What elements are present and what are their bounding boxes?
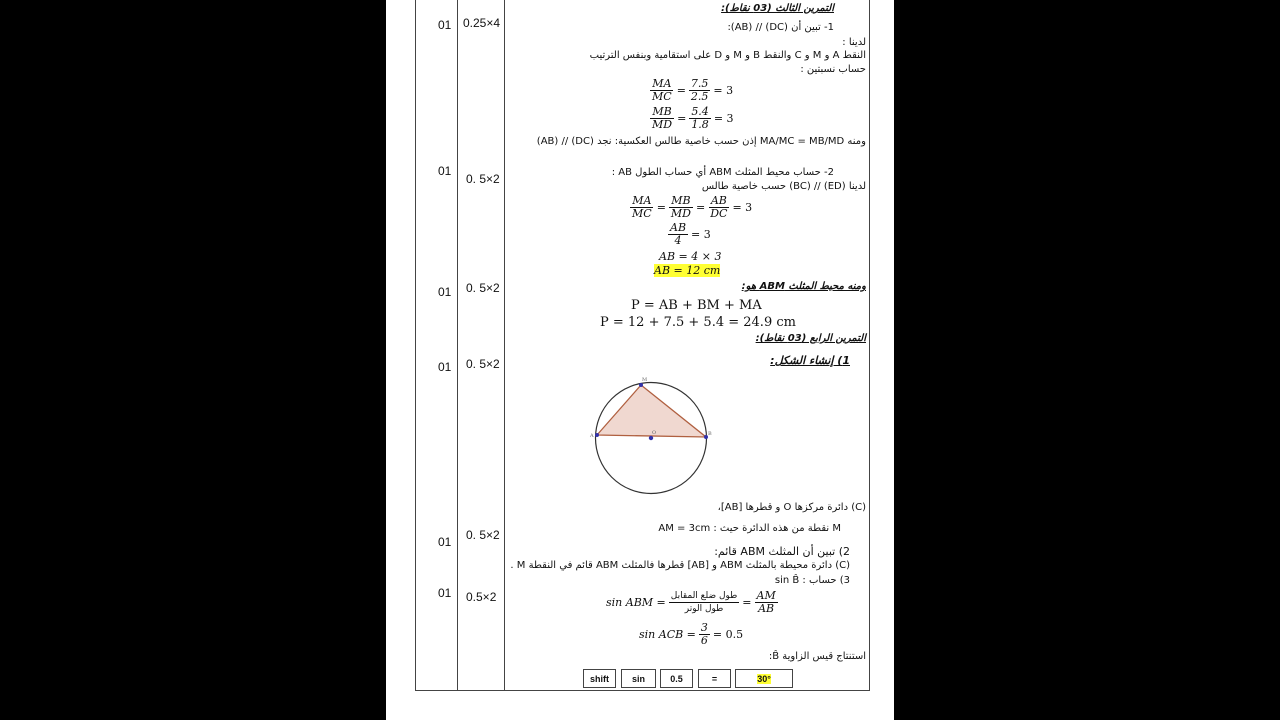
mark-points: 01	[438, 360, 452, 374]
mark-detail: 0.25×4	[463, 16, 501, 30]
column-divider	[504, 0, 505, 691]
ex4-step-2: 2) تبين أن المثلث ABM قائم:	[714, 545, 850, 558]
label-o: O	[652, 430, 657, 436]
ex3-conclusion: ومنه MA/MC = MB/MD إذن حسب خاصية طالس العكسية: نجد (DC) // (AB)	[536, 136, 866, 147]
sine-value: sin ACB = $\frac{3}{6}$ = 0.5	[639, 621, 744, 647]
ex3-line: حساب نسبتين :	[800, 64, 866, 75]
ex3-given: لدينا :	[842, 37, 866, 48]
ab-result: AB = 12 cm	[654, 264, 721, 277]
circle-triangle-figure	[585, 375, 720, 500]
perimeter-formula: P = AB + BM + MA	[631, 298, 762, 313]
answer-table	[415, 0, 870, 691]
ex4-step-3: 3) حساب : sin B̂	[774, 575, 850, 586]
ex4-deduce: استنتاج قيس الزاوية B̂:	[768, 651, 866, 662]
ab-product: AB = 4 × 3	[659, 250, 722, 263]
calc-key-value: 0.5	[660, 669, 693, 688]
mark-detail: 0. 5×2	[466, 528, 500, 542]
thales-ratios: $\frac{MA}{MC}$ = $\frac{MB}{MD}$ = $\frac{AB}{DC}$ = 3	[632, 194, 753, 220]
ab-over-4: $\frac{AB}{4}$ = 3	[670, 221, 711, 247]
mark-points: 01	[438, 18, 452, 32]
calc-result: 30°	[735, 669, 793, 688]
sine-formula: sin ABM = $\frac{\text{طول ضلع المقابل}}{\text{طول الوتر}}$ = $\frac{AM}{AB}$	[606, 589, 776, 615]
mark-points: 01	[438, 586, 452, 600]
mark-points: 01	[438, 164, 452, 178]
ex3-line: النقط A و M و C والنقط B و M و D على استقامية وبنفس الترتيب	[589, 50, 866, 61]
perimeter-title: ومنه محيط المثلث ABM هو:	[741, 281, 866, 292]
label-m: M	[642, 377, 648, 383]
exercise-3-title: التمرين الثالث (03 نقاط):	[721, 3, 834, 14]
ex4-construction-2: M نقطة من هذه الدائرة حيث : AM = 3cm	[658, 523, 841, 534]
point-m	[639, 383, 643, 387]
ex3-question-1: 1- تبين أن (DC) // (AB):	[727, 22, 834, 33]
mark-points: 01	[438, 285, 452, 299]
ratio-mb-md: $\frac{MB}{MD}$ = $\frac{5.4}{1.8}$ = 3	[652, 105, 734, 131]
mark-detail: 0.5×2	[466, 590, 497, 604]
perimeter-value: P = 12 + 7.5 + 5.4 = 24.9 cm	[600, 315, 796, 330]
column-divider	[457, 0, 458, 691]
calc-key-sin: sin	[621, 669, 656, 688]
ex4-construction-1: (C) دائرة مركزها O و قطرها [AB]،	[717, 502, 866, 513]
mark-detail: 0. 5×2	[466, 357, 500, 371]
ex3-question-2: 2- حساب محيط المثلث ABM أي حساب الطول AB :	[611, 167, 834, 178]
label-a: A	[590, 433, 594, 439]
point-a	[595, 433, 599, 437]
ex4-step-1: 1) إنشاء الشكل:	[770, 354, 850, 367]
calc-key-shift: shift	[583, 669, 616, 688]
point-o	[649, 436, 653, 440]
ratio-ma-mc: $\frac{MA}{MC}$ = $\frac{7.5}{2.5}$ = 3	[652, 77, 734, 103]
ex4-step-2-answer: (C) دائرة محيطة بالمثلث ABM و [AB] قطرها فالمثلث ABM قائم في النقطة M .	[510, 560, 850, 571]
ex3-given-2: لدينا (ED) // (BC) حسب خاصية طالس	[701, 181, 866, 192]
mark-points: 01	[438, 535, 452, 549]
label-b: B	[708, 431, 712, 437]
mark-detail: 0. 5×2	[466, 281, 500, 295]
exercise-4-title: التمرين الرابع (03 نقاط):	[755, 333, 866, 344]
calc-key-equals: =	[698, 669, 731, 688]
mark-detail: 0. 5×2	[466, 172, 500, 186]
